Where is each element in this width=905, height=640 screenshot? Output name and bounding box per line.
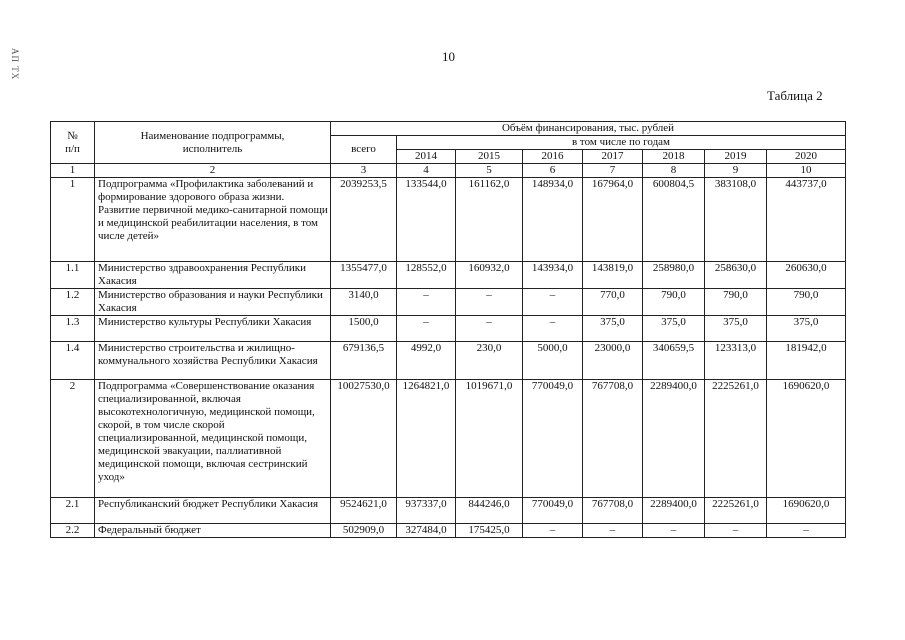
row-year-value: 327484,0 [397, 524, 456, 538]
column-index-cell: 8 [643, 164, 705, 178]
row-year-value: 844246,0 [456, 498, 523, 524]
row-year-value: 2289400,0 [643, 498, 705, 524]
row-number: 2 [51, 380, 95, 498]
column-index-cell: 6 [523, 164, 583, 178]
row-name: Министерство образования и науки Республики Хакасия [95, 289, 331, 316]
column-index-cell: 3 [331, 164, 397, 178]
row-name: Республиканский бюджет Республики Хакасия [95, 498, 331, 524]
row-year-value: 2225261,0 [705, 380, 767, 498]
row-year-value: 143934,0 [523, 262, 583, 289]
header-total: всего [331, 136, 397, 164]
row-year-value: – [767, 524, 846, 538]
table-row [51, 289, 846, 316]
row-year-value: 258980,0 [643, 262, 705, 289]
row-year-value: 790,0 [705, 289, 767, 316]
row-total: 9524621,0 [331, 498, 397, 524]
row-year-value: – [397, 316, 456, 342]
row-year-value: 1690620,0 [767, 498, 846, 524]
row-number: 1.1 [51, 262, 95, 289]
row-year-value: 123313,0 [705, 342, 767, 380]
table-row [51, 498, 846, 524]
table-row [51, 342, 846, 380]
row-year-value: 767708,0 [583, 498, 643, 524]
row-year-value: 181942,0 [767, 342, 846, 380]
row-year-value: 375,0 [583, 316, 643, 342]
funding-table [50, 121, 846, 538]
row-total: 10027530,0 [331, 380, 397, 498]
row-year-value: 1264821,0 [397, 380, 456, 498]
column-index-row [51, 164, 846, 178]
row-year-value: 175425,0 [456, 524, 523, 538]
row-year-value: – [456, 289, 523, 316]
header-year: 2017 [583, 150, 643, 164]
row-total: 2039253,5 [331, 178, 397, 262]
side-margin-mark: АП ТХ [10, 48, 20, 81]
header-by-years: в том числе по годам [397, 136, 846, 150]
row-total: 1355477,0 [331, 262, 397, 289]
row-year-value: 128552,0 [397, 262, 456, 289]
row-year-value: 160932,0 [456, 262, 523, 289]
row-year-value: 148934,0 [523, 178, 583, 262]
header-year: 2015 [456, 150, 523, 164]
row-year-value: 133544,0 [397, 178, 456, 262]
row-number: 2.2 [51, 524, 95, 538]
column-index-cell: 5 [456, 164, 523, 178]
row-year-value: 161162,0 [456, 178, 523, 262]
row-number: 1.2 [51, 289, 95, 316]
column-index-cell: 10 [767, 164, 846, 178]
row-total: 502909,0 [331, 524, 397, 538]
table-row [51, 178, 846, 262]
table-label: Таблица 2 [767, 88, 823, 103]
row-year-value: 230,0 [456, 342, 523, 380]
column-index-cell: 2 [95, 164, 331, 178]
column-index-cell: 1 [51, 164, 95, 178]
header-year: 2019 [705, 150, 767, 164]
column-index-cell: 4 [397, 164, 456, 178]
row-number: 1 [51, 178, 95, 262]
column-index-cell: 9 [705, 164, 767, 178]
row-number: 1.4 [51, 342, 95, 380]
row-year-value: 600804,5 [643, 178, 705, 262]
row-name: Министерство культуры Республики Хакасия [95, 316, 331, 342]
row-year-value: 443737,0 [767, 178, 846, 262]
row-total: 1500,0 [331, 316, 397, 342]
row-number: 1.3 [51, 316, 95, 342]
row-year-value: 770049,0 [523, 498, 583, 524]
table-row [51, 316, 846, 342]
row-year-value: 4992,0 [397, 342, 456, 380]
row-year-value: 1690620,0 [767, 380, 846, 498]
header-funding: Объём финансирования, тыс. рублей [331, 122, 846, 136]
row-year-value: 790,0 [767, 289, 846, 316]
table-row [51, 380, 846, 498]
row-total: 679136,5 [331, 342, 397, 380]
row-year-value: 2289400,0 [643, 380, 705, 498]
row-year-value: – [456, 316, 523, 342]
row-year-value: 375,0 [705, 316, 767, 342]
row-year-value: 790,0 [643, 289, 705, 316]
header-year: 2020 [767, 150, 846, 164]
row-year-value: – [523, 524, 583, 538]
row-name: Министерство строительства и жилищно-коммунального хозяйства Республики Хакасия [95, 342, 331, 380]
row-year-value: 143819,0 [583, 262, 643, 289]
row-year-value: – [523, 289, 583, 316]
row-year-value: 23000,0 [583, 342, 643, 380]
row-total: 3140,0 [331, 289, 397, 316]
header-year: 2018 [643, 150, 705, 164]
row-year-value: 258630,0 [705, 262, 767, 289]
row-number: 2.1 [51, 498, 95, 524]
row-year-value: 770,0 [583, 289, 643, 316]
row-year-value: – [705, 524, 767, 538]
header-no: № п/п [51, 122, 95, 164]
row-year-value: – [397, 289, 456, 316]
row-year-value: – [583, 524, 643, 538]
header-name: Наименование подпрограммы, исполнитель [95, 122, 331, 164]
table-row [51, 524, 846, 538]
header-year: 2016 [523, 150, 583, 164]
table-row [51, 262, 846, 289]
row-year-value: 1019671,0 [456, 380, 523, 498]
row-year-value: 2225261,0 [705, 498, 767, 524]
row-year-value: 260630,0 [767, 262, 846, 289]
row-year-value: – [643, 524, 705, 538]
row-name: Подпрограмма «Профилактика заболеваний и формирование здорового образа жизни. Развитие первичной медико-санитарной помощи и медицинской реабилитации населения, в том числе детей» [95, 178, 331, 262]
row-year-value: 167964,0 [583, 178, 643, 262]
row-name: Министерство здравоохранения Республики Хакасия [95, 262, 331, 289]
row-year-value: 375,0 [643, 316, 705, 342]
page-number: 10 [442, 49, 455, 64]
row-year-value: 937337,0 [397, 498, 456, 524]
row-name: Федеральный бюджет [95, 524, 331, 538]
row-year-value: 770049,0 [523, 380, 583, 498]
column-index-cell: 7 [583, 164, 643, 178]
row-year-value: 383108,0 [705, 178, 767, 262]
row-year-value: 375,0 [767, 316, 846, 342]
header-year: 2014 [397, 150, 456, 164]
row-year-value: 5000,0 [523, 342, 583, 380]
row-year-value: 340659,5 [643, 342, 705, 380]
row-name: Подпрограмма «Совершенствование оказания специализированной, включая высокотехнологичную, медицинской помощи, скорой, в том числе скорой специализированной, медицинской помощи, медицинской эвакуации, паллиативной медицинской помощи, включая сестринский уход» [95, 380, 331, 498]
row-year-value: 767708,0 [583, 380, 643, 498]
row-year-value: – [523, 316, 583, 342]
